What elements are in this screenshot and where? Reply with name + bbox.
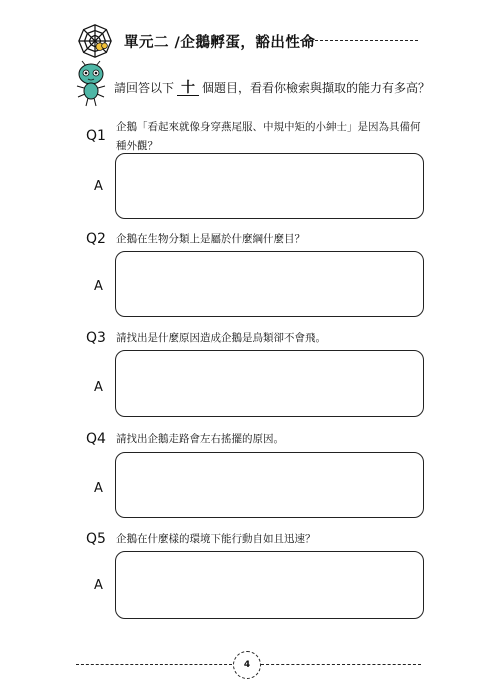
- footer-divider-right: [261, 664, 421, 665]
- question-label: Q1: [86, 128, 106, 144]
- intro-after: 個題目，看看你檢索與擷取的能力有多高？: [202, 81, 431, 95]
- page-number: 4: [233, 651, 261, 679]
- intro-before: 請回答以下: [114, 81, 175, 95]
- question-label: Q4: [86, 431, 106, 447]
- bug-mascot-icon: [74, 60, 108, 110]
- answer-box[interactable]: [115, 551, 424, 619]
- answer-label: A: [94, 380, 103, 395]
- answer-label: A: [94, 481, 103, 496]
- question-label: Q2: [86, 231, 106, 247]
- footer-divider-left: [76, 664, 232, 665]
- question-text: 企鵝在生物分類上是屬於什麼綱什麼目？: [116, 233, 305, 245]
- unit-title: 單元二 /企鵝孵蛋，豁出性命: [124, 35, 316, 51]
- answer-label: A: [94, 179, 103, 194]
- question-text: 企鵝「看起來就像身穿燕尾服、中規中矩的小紳士」是因為具備何種外觀？: [116, 121, 421, 152]
- answer-label: A: [94, 578, 103, 593]
- question-count: 十: [177, 81, 199, 96]
- question-text: 請找出企鵝走路會左右搖擺的原因。: [116, 433, 284, 445]
- question-text: 企鵝在什麼樣的環境下能行動自如且迅速？: [116, 533, 316, 545]
- question-label: Q5: [86, 531, 106, 547]
- intro-text: [114, 79, 430, 96]
- title-divider: [300, 40, 418, 41]
- answer-box[interactable]: [115, 350, 424, 417]
- answer-box[interactable]: [115, 251, 424, 317]
- answer-box[interactable]: [115, 452, 424, 518]
- spider-web-icon: [76, 22, 114, 60]
- answer-label: A: [94, 279, 103, 294]
- question-text: 請找出是什麼原因造成企鵝是鳥類卻不會飛。: [116, 332, 326, 344]
- answer-box[interactable]: [115, 153, 424, 219]
- question-label: Q3: [86, 330, 106, 346]
